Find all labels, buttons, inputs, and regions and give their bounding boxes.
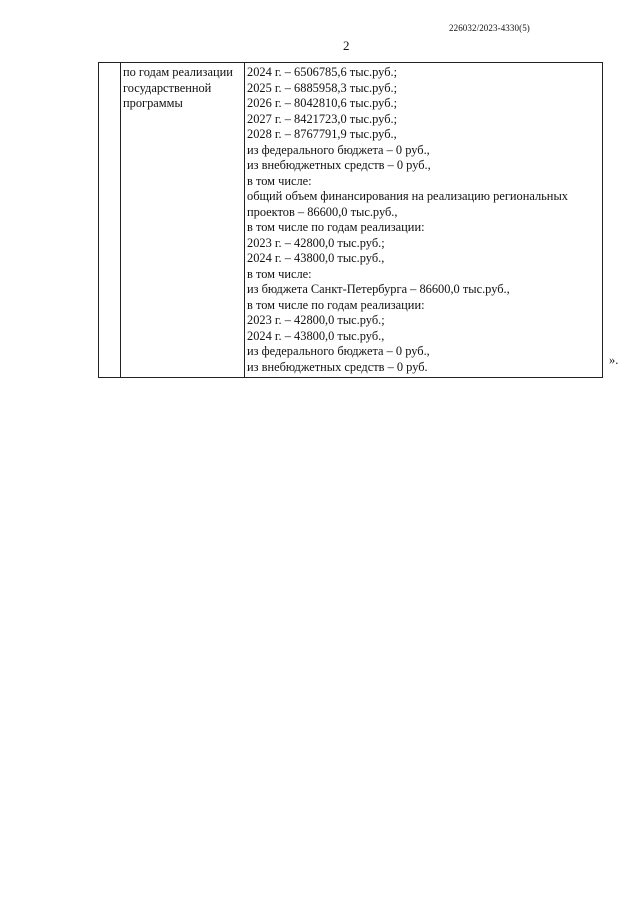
value-line: общий объем финансирования на реализацию региональных [247,189,568,203]
label-cell [121,63,245,378]
value-line: из бюджета Санкт-Петербурга – 86600,0 тыс.руб., [247,282,510,296]
value-line: в том числе: [247,173,312,188]
value-line: 2024 г. – 43800,0 тыс.руб., [247,251,385,265]
value-line: в том числе по годам реализации: [247,297,425,312]
value-line: 2027 г. – 8421723,0 тыс.руб.; [247,111,398,126]
value-line: 2026 г. – 8042810,6 тыс.руб.; [247,96,398,110]
value-line: проектов – 86600,0 тыс.руб., [247,204,398,219]
label-line: по годам реализации [123,65,233,79]
value-line: 2028 г. – 8767791,9 тыс.руб., [247,127,397,141]
value-line: 2025 г. – 6885958,3 тыс.руб.; [247,80,398,95]
table-row [99,63,603,378]
value-line: 2024 г. – 6506785,6 тыс.руб.; [247,65,398,79]
value-line: из федерального бюджета – 0 руб., [247,344,430,358]
value-line: 2023 г. – 42800,0 тыс.руб.; [247,235,385,250]
document-id: 226032/2023-4330(5) [449,23,530,33]
value-line: 2024 г. – 43800,0 тыс.руб., [247,328,385,343]
label-line: государственной [123,80,212,95]
program-funding-table [98,62,603,378]
closing-quote: ». [609,353,619,367]
value-line: в том числе: [247,266,312,281]
value-line: из внебюджетных средств – 0 руб., [247,158,431,172]
value-line: из внебюджетных средств – 0 руб. [247,359,428,374]
number-cell [99,63,121,378]
label-line: программы [123,96,183,110]
value-cell [245,63,603,378]
value-line: в том числе по годам реализации: [247,220,425,234]
page-number: 2 [343,38,350,53]
value-line: из федерального бюджета – 0 руб., [247,142,430,157]
value-line: 2023 г. – 42800,0 тыс.руб.; [247,313,385,327]
